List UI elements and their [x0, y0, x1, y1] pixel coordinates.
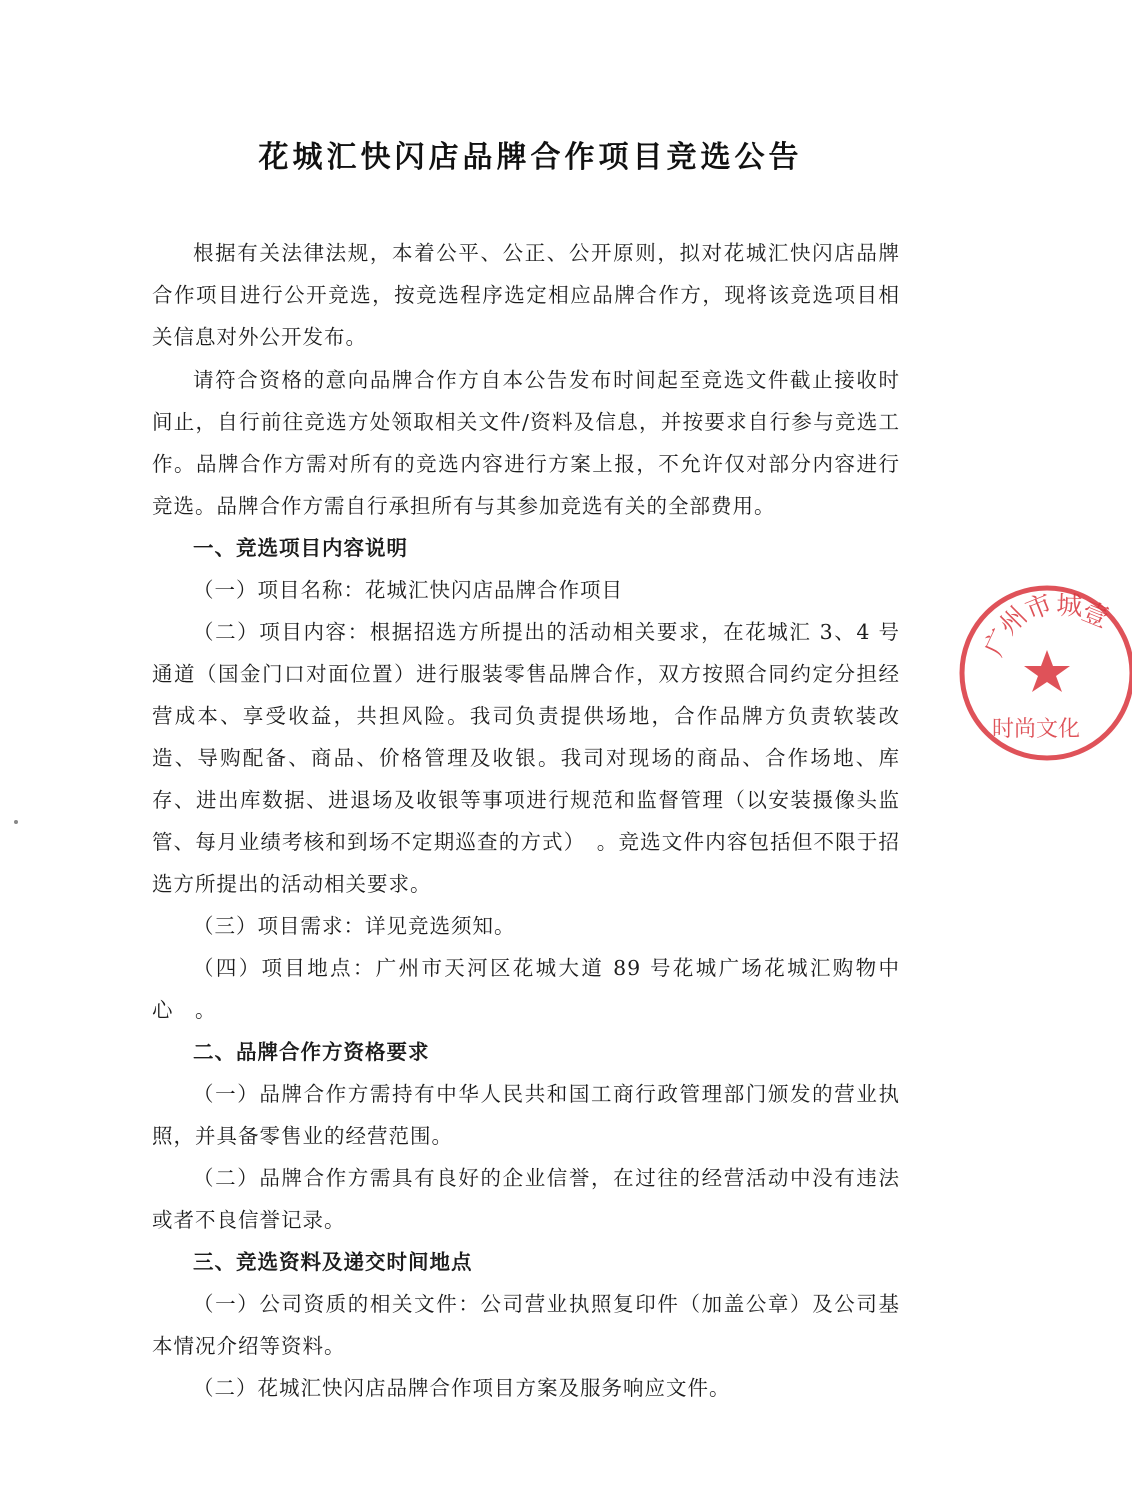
section-2-item-1: （一）品牌合作方需持有中华人民共和国工商行政管理部门颁发的营业执照，并具备零售业的经营范围。	[152, 1082, 900, 1148]
section-2-heading: 二、品牌合作方资格要求	[193, 1040, 430, 1064]
seal-star-icon	[1024, 650, 1070, 692]
section-3-item-2: （二）花城汇快闪店品牌合作项目方案及服务响应文件。	[193, 1376, 731, 1400]
seal-bottom-text: 时尚文化	[992, 717, 1081, 742]
seal-text-shi: 市	[1021, 588, 1057, 627]
document-body	[152, 232, 900, 1409]
section-3-heading: 三、竞选资料及递交时间地点	[193, 1250, 473, 1274]
section-3-item-1: （一）公司资质的相关文件：公司营业执照复印件（加盖公章）及公司基本情况介绍等资料。	[152, 1292, 900, 1358]
company-seal-stamp	[952, 578, 1132, 778]
seal-text-zhou: 州	[993, 601, 1034, 641]
section-1-item-1: （一）项目名称：花城汇快闪店品牌合作项目	[193, 578, 623, 602]
intro-paragraph-2: 请符合资格的意向品牌合作方自本公告发布时间起至竞选文件截止接收时间止，自行前往竞选方处领取相关文件/资料及信息，并按要求自行参与竞选工作。品牌合作方需对所有的竞选内容进行方案上报，不允许仅对部分内容进行竞选。品牌合作方需自行承担所有与其参加竞选有关的全部费用。	[152, 368, 900, 518]
section-1-heading: 一、竞选项目内容说明	[193, 536, 408, 560]
section-1-item-2: （二）项目内容：根据招选方所提出的活动相关要求，在花城汇 3、4 号通道（国金门口对面位置）进行服装零售品牌合作，双方按照合同约定分担经营成本、享受收益，共担风险。我司负责提供场地，合作品牌方负责软装改造、导购配备、商品、价格管理及收银。我司对现场的商品、合作场地、库存、进出库数据、进退场及收银等事项进行规范和监督管理（以安装摄像头监管、每月业绩考核和到场不定期巡查的方式） 。竞选文件内容包括但不限于招选方所提出的活动相关要求。	[152, 620, 900, 896]
intro-paragraph-1: 根据有关法律法规，本着公平、公正、公开原则，拟对花城汇快闪店品牌合作项目进行公开竞选，按竞选程序选定相应品牌合作方，现将该竞选项目相关信息对外公开发布。	[152, 241, 900, 349]
section-1-item-4: （四）项目地点：广州市天河区花城大道 89 号花城广场花城汇购物中心 。	[152, 956, 900, 1022]
seal-text-yi: 壹	[1077, 596, 1113, 635]
scan-speck	[14, 820, 18, 824]
seal-text-cheng: 城	[1055, 591, 1083, 622]
section-1-item-3: （三）项目需求：详见竞选须知。	[193, 914, 516, 938]
seal-text-guang: 广	[979, 624, 1018, 661]
document-title: 花城汇快闪店品牌合作项目竞选公告	[258, 140, 803, 175]
section-2-item-2: （二）品牌合作方需具有良好的企业信誉，在过往的经营活动中没有违法或者不良信誉记录。	[152, 1166, 900, 1232]
